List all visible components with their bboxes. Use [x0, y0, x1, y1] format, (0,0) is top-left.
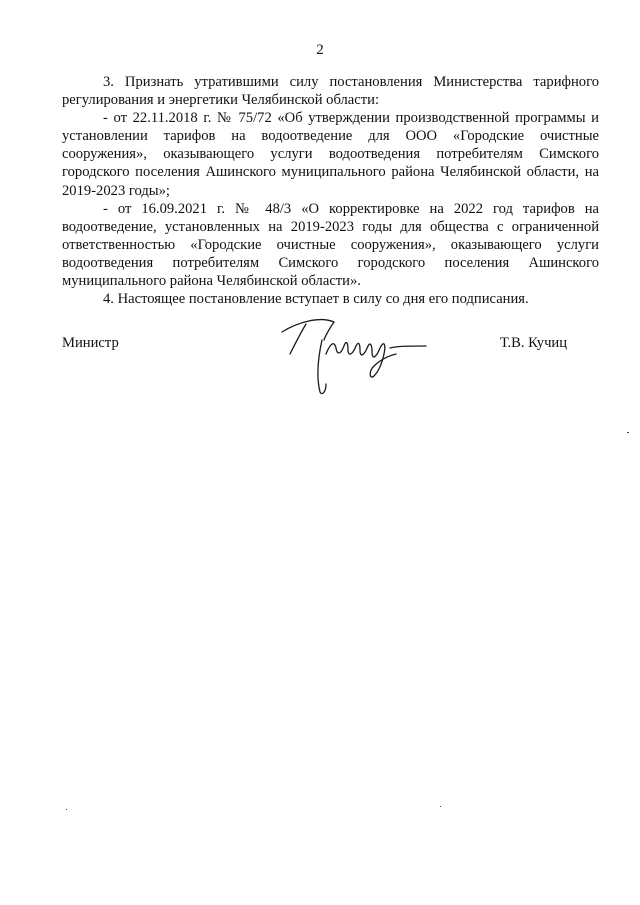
paragraph-4: 4. Настоящее постановление вступает в силу со дня его подписания. — [103, 291, 529, 308]
document-body — [62, 73, 599, 308]
scan-speck — [66, 809, 67, 810]
paragraph-revoked-order-1: - от 22.11.2018 г. № 75/72 «Об утверждении производственной программы и установлении тарифов на водоотведение для ООО «Городские очистные сооружения», оказывающего услуги водоотведения потребителям Симского городского поселения Ашинского муниципального района Челябинской области, на 2019-2023 годы»; — [62, 110, 599, 199]
handwritten-signature — [280, 310, 430, 398]
signature-block — [62, 310, 599, 400]
paragraph-revoked-order-2: - от 16.09.2021 г. № 48/3 «О корректировке на 2022 год тарифов на водоотведение, установленных на 2019-2023 годы для общества с ограниченной ответственностью «Городские очистные сооружения», оказывающего услуги водоотведения потребителям Симского городского поселения Ашинского муниципального района Челябинской области». — [62, 200, 599, 290]
paragraph-3: 3. Признать утратившими силу постановления Министерства тарифного регулирования и энергетики Челябинской области: — [62, 74, 599, 109]
signer-name: Т.В. Кучиц — [500, 335, 568, 351]
position-title: Министр — [62, 335, 119, 351]
page-number: 2 — [316, 42, 324, 58]
scan-speck — [627, 432, 629, 433]
scan-speck — [440, 806, 441, 807]
